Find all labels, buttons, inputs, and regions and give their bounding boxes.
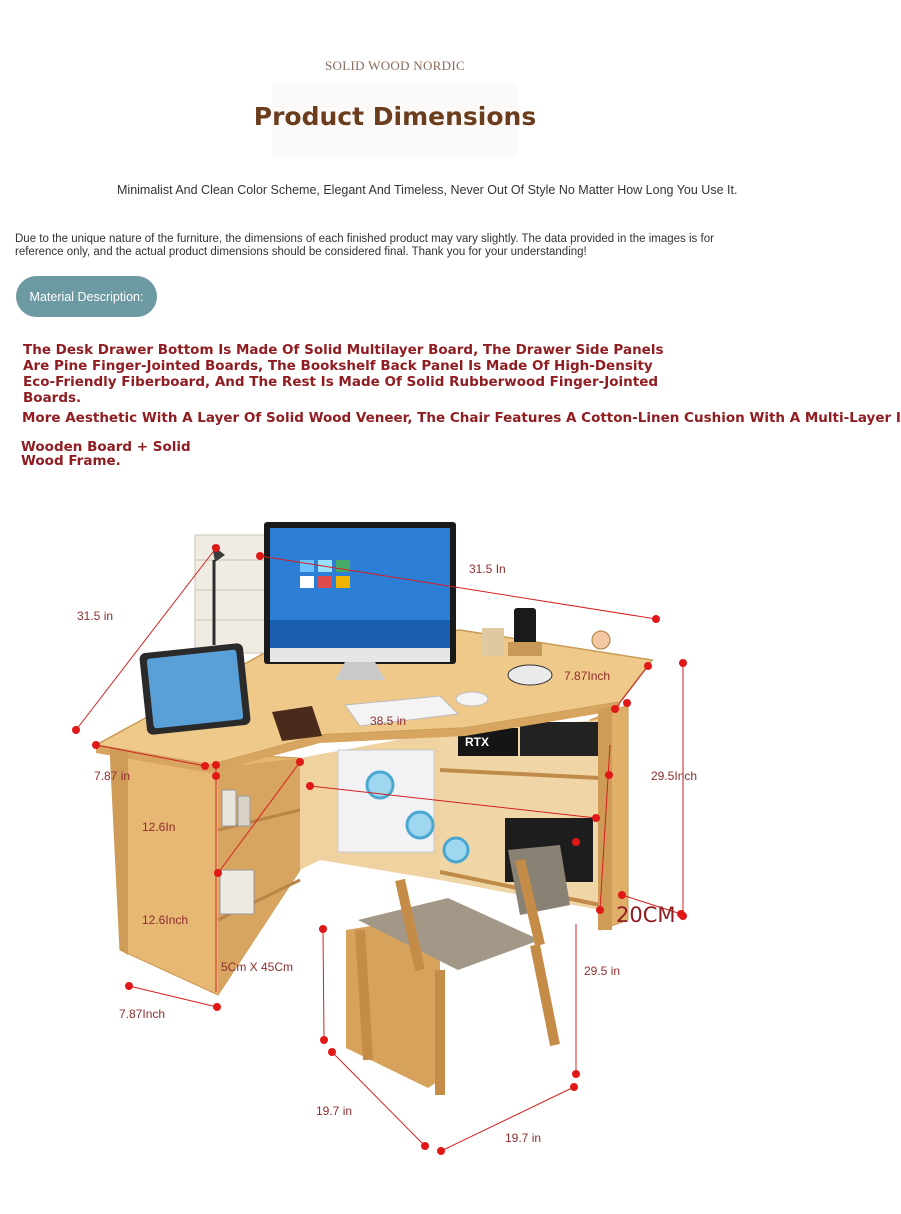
material-paragraph-2: More Aesthetic With A Layer Of Solid Wood Veneer, The Chair Features A Cotton-Linen Cushion With A Multi-Layer I [22,410,901,426]
material-paragraph-3: Wooden Board + Solid Wood Frame. [21,439,191,469]
page-title: Product Dimensions [253,102,537,131]
desk-leg-right [598,706,612,930]
dim-front-depth: 7.87 in [94,769,131,783]
desk-diagram [0,500,790,1209]
dim-shelf-upper: 12.6In [142,820,176,834]
gpu-box-2 [520,722,598,756]
mouse [456,692,488,706]
dim-chair-height: 29.5 in [584,964,621,978]
dim-inner-width: 38.5 in [370,714,407,728]
dim-side-depth: 7.87Inch [564,669,611,683]
dim-top-left: 31.5 in [77,609,114,623]
dimension-notice: Due to the unique nature of the furniture, the dimensions of each finished product may vary slightly. The data provided in the images is for reference only, and the actual product dimensions should be considered final. Thank you for your understanding! [15,233,714,258]
pen-holder [482,628,504,656]
brand-label: SOLID WOOD NORDIC [325,58,465,73]
dim-top-right: 31.5 In [469,562,506,576]
gpu-badge: RTX [465,735,489,749]
product-illustration [0,500,790,1209]
dim-base-depth: 7.87Inch [119,1007,166,1021]
dim-shelf-lower: 12.6Inch [142,913,189,927]
tablet [139,643,251,735]
dim-height: 29.5Inch [651,769,698,783]
dim-chair-width: 19.7 in [505,1131,542,1145]
desk-clock [592,631,610,649]
material-paragraph-1: The Desk Drawer Bottom Is Made Of Solid Multilayer Board, The Drawer Side Panels Are Pine Finger-Jointed Boards, The Bookshelf Back Panel Is Made Of High-Density Eco-Friendly Fiberboard, And The Rest Is Made Of Solid Rubberwood Finger-Jointed Boards. [23,342,664,406]
tagline: Minimalist And Clean Color Scheme, Elegant And Timeless, Never Out Of Style No Matter How Long You Use It. [117,183,738,197]
dim-gap: 20CM [616,903,676,927]
material-description-button[interactable]: Material Description: [16,276,157,317]
game-controller [508,665,552,685]
dim-chair-depth: 19.7 in [316,1104,353,1118]
phone [514,608,536,646]
book-stack [195,535,265,653]
dim-shelf-size: 5Cm X 45Cm [221,960,294,974]
